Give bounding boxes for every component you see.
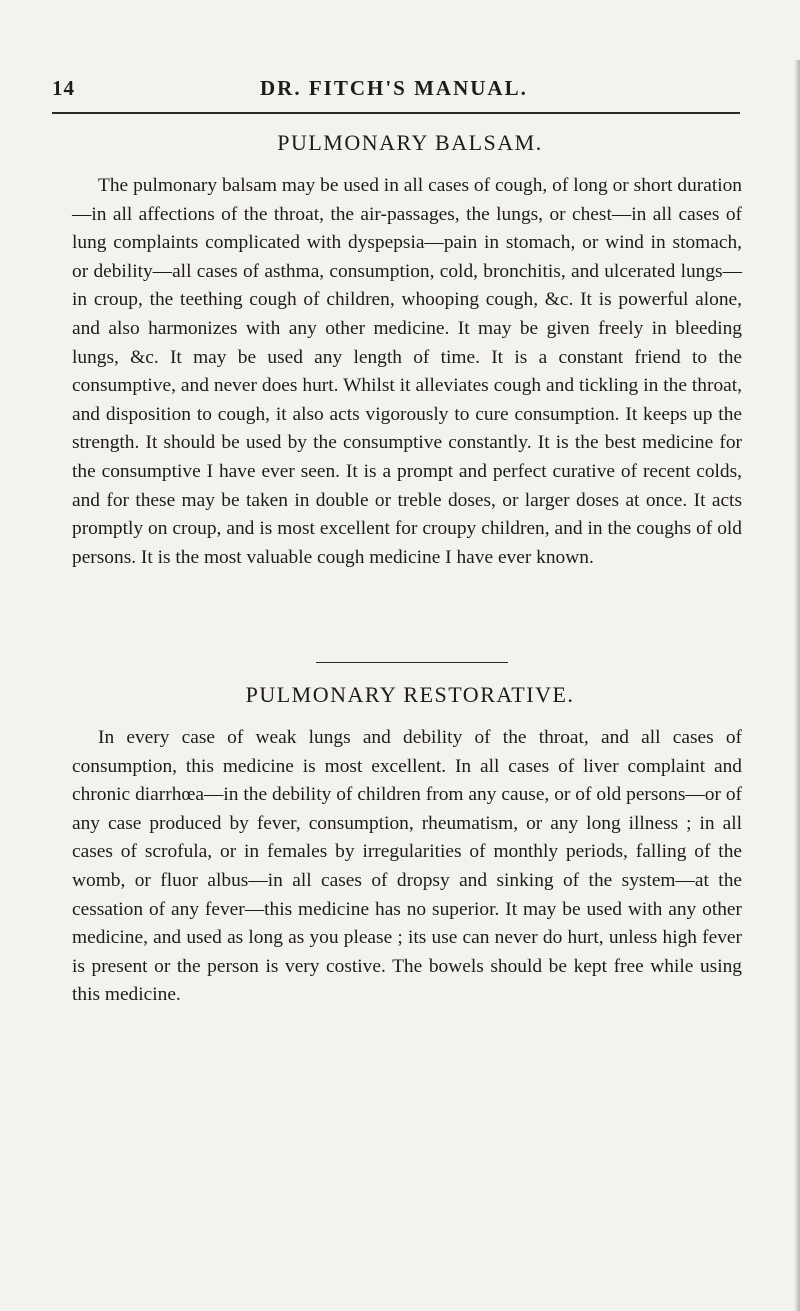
page-number: 14 bbox=[52, 76, 75, 100]
section-body-pulmonary-balsam: The pulmonary balsam may be used in all cases of cough, of long or short duration—in all affections of the throat, the air-passages, the lungs, or chest—in all cases of lung complaints complicated with dyspepsia—pain in stomach, or wind in stomach, or debility—all cases of asthma, consumption, cold, bronchitis, and ulcerated lungs—in croup, the teething cough of children, whooping cough, &c. It is powerful alone, and also harmonizes with any other medicine. It may be given freely in bleeding lungs, &c. It may be used any length of time. It is a constant friend to the consumptive, and never does hurt. Whilst it alleviates cough and tickling in the throat, and disposition to cough, it also acts vigorously to cure consumption. It keeps up the strength. It should be used by the consumptive constantly. It is the best medicine for the consumptive I have ever seen. It is a prompt and perfect curative of recent colds, and for these may be taken in double or treble doses, or larger doses at once. It acts promptly on croup, and is most excellent for croupy children, and in the coughs of old persons. It is the most valuable cough medicine I have ever known. bbox=[72, 175, 742, 568]
running-header bbox=[52, 70, 752, 104]
section-body-pulmonary-restorative: In every case of weak lungs and debility of the throat, and all cases of consumption, this medicine is most excellent. In all cases of liver complaint and chronic diarrhœa—in the debility of children from any cause, or of old persons—or of any case produced by fever, consumption, rheumatism, or any long illness ; in all cases of scrofula, or in females by irregularities of monthly periods, falling of the womb, or fluor albus—in all cases of dropsy and sinking of the system—at the cessation of any fever—this medicine has no superior. It may be used with any other medicine, and used as long as you please ; its use can never do hurt, unless high fever is present or the person is very costive. The bowels should be kept free while using this medicine. bbox=[72, 727, 742, 1006]
section-title-pulmonary-restorative: PULMONARY RESTORATIVE. bbox=[245, 682, 575, 707]
section-divider bbox=[316, 662, 508, 663]
section-title-pulmonary-balsam: PULMONARY BALSAM. bbox=[277, 130, 543, 155]
page-edge-shadow bbox=[794, 60, 800, 1311]
header-rule bbox=[52, 112, 740, 114]
running-title: DR. FITCH'S MANUAL. bbox=[260, 76, 528, 100]
